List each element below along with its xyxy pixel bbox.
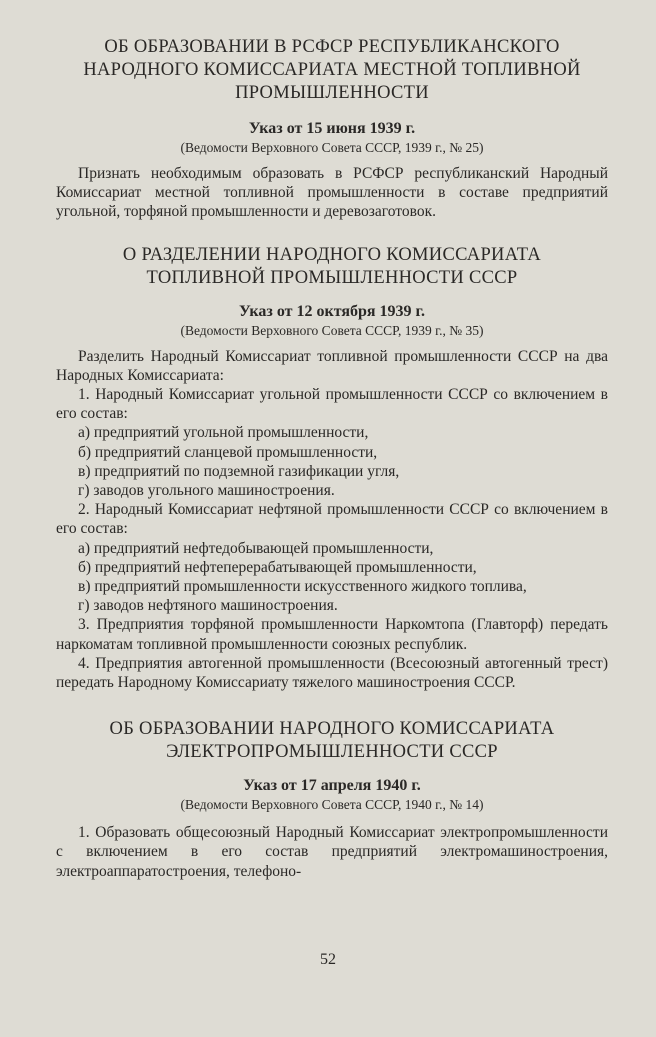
section-rsfsr-local-fuel <box>56 36 608 222</box>
paragraph: 4. Предприятия автогенной промышленности (Всесоюзный автогенный трест) передать Народному Комиссариату тяжелого машиностроения СССР. <box>56 654 608 692</box>
section-fuel-commissariat-split <box>56 244 608 693</box>
section-title: ОБ ОБРАЗОВАНИИ НАРОДНОГО КОМИССАРИАТА ЭЛЕКТРОПРОМЫШЛЕННОСТИ СССР <box>109 719 555 763</box>
list-item: б) предприятий нефтеперерабатывающей промышленности, <box>78 558 477 576</box>
decree-source: (Ведомости Верховного Совета СССР, 1939 г., № 25) <box>180 140 484 155</box>
paragraph: Разделить Народный Комиссариат топливной промышленности СССР на два Народных Комиссариата: <box>56 347 608 384</box>
decree-source: (Ведомости Верховного Совета СССР, 1940 г., № 14) <box>180 797 484 813</box>
list-item: а) предприятий угольной промышленности, <box>78 424 369 442</box>
paragraph: 3. Предприятия торфяной промышленности Наркомтопа (Главторф) передать наркоматам топливной промышленности союзных республик. <box>56 616 608 653</box>
list-item: б) предприятий сланцевой промышленности, <box>78 443 378 461</box>
decree-source: (Ведомости Верховного Совета СССР, 1939 г., № 35) <box>180 322 484 338</box>
list-item: а) предприятий нефтедобывающей промышленности, <box>78 539 434 557</box>
decree-date: Указ от 12 октября 1939 г. <box>238 302 426 320</box>
document-page <box>56 36 608 881</box>
section-electro-commissariat <box>56 718 608 881</box>
page-number: 52 <box>320 951 336 968</box>
list-item: в) предприятий промышленности искусственного жидкого топлива, <box>78 578 527 596</box>
paragraph: Признать необходимым образовать в РСФСР республиканский Народный Комиссариат местной топливной промышленности в составе предприятий угольной, торфяной промышленности и деревозаготовок. <box>56 165 608 221</box>
section-title: ОБ ОБРАЗОВАНИИ В РСФСР РЕСПУБЛИКАНСКОГО НАРОДНОГО КОМИССАРИАТА МЕСТНОЙ ТОПЛИВНОЙ ПРОМЫШЛЕННОСТИ <box>83 37 581 103</box>
list-item: г) заводов нефтяного машиностроения. <box>78 597 338 615</box>
paragraph: 1. Народный Комиссариат угольной промышленности СССР со включением в его состав: <box>56 386 608 423</box>
list-item: г) заводов угольного машиностроения. <box>78 482 335 500</box>
decree-date: Указ от 15 июня 1939 г. <box>248 120 416 137</box>
decree-date: Указ от 17 апреля 1940 г. <box>243 777 421 795</box>
paragraph: 1. Образовать общесоюзный Народный Комиссариат электропромышленности с включением в его состав предприятий электромашиностроения, электроаппаратостроения, телефоно- <box>56 824 608 880</box>
paragraph: 2. Народный Комиссариат нефтяной промышленности СССР со включением в его состав: <box>56 501 608 538</box>
section-title: О РАЗДЕЛЕНИИ НАРОДНОГО КОМИССАРИАТА ТОПЛИВНОЙ ПРОМЫШЛЕННОСТИ СССР <box>122 244 542 288</box>
list-item: в) предприятий по подземной газификации угля, <box>78 462 400 480</box>
